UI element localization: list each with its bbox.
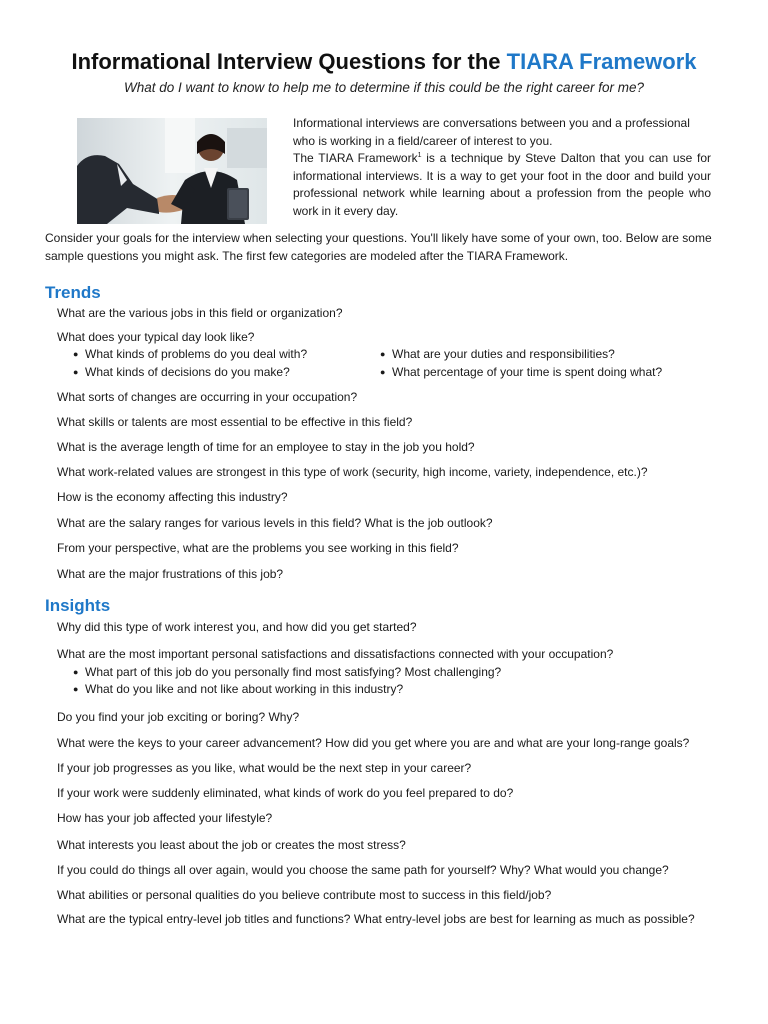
document-title bbox=[0, 49, 768, 75]
trends-question: What does your typical day look like? bbox=[57, 330, 255, 344]
trends-question: What are the various jobs in this field or organization? bbox=[57, 306, 343, 320]
insights-question: How has your job affected your lifestyle? bbox=[57, 811, 273, 825]
trends-question: What work-related values are strongest in this type of work (security, high income, variety, independence, etc.)? bbox=[57, 465, 648, 479]
insights-question: If your work were suddenly eliminated, what kinds of work do you feel prepared to do? bbox=[57, 786, 514, 800]
title-main: Informational Interview Questions for the bbox=[71, 49, 507, 74]
bullet-icon: ● bbox=[380, 349, 386, 359]
insights-question: Why did this type of work interest you, and how did you get started? bbox=[57, 620, 417, 634]
trends-bullet bbox=[380, 346, 615, 363]
footnote-marker: 1 bbox=[417, 152, 422, 159]
insights-question: What are the most important personal satisfactions and dissatisfactions connected with your occupation? bbox=[57, 647, 614, 661]
insights-bullet bbox=[73, 681, 403, 698]
insights-question: What were the keys to your career advancement? How did you get where you are and what are your long-range goals? bbox=[57, 736, 690, 750]
bullet-text: What part of this job do you personally find most satisfying? Most challenging? bbox=[85, 665, 502, 679]
bullet-text: What percentage of your time is spent doing what? bbox=[392, 365, 663, 379]
insights-question: What are the typical entry-level job titles and functions? What entry-level jobs are best for learning as much as possible? bbox=[57, 912, 695, 926]
document-subtitle: What do I want to know to help me to determine if this could be the right career for me? bbox=[123, 80, 644, 95]
bullet-icon: ● bbox=[380, 367, 386, 377]
bullet-icon: ● bbox=[73, 684, 79, 694]
bullet-icon: ● bbox=[73, 667, 79, 677]
trends-question: What skills or talents are most essential to be effective in this field? bbox=[57, 415, 413, 429]
trends-bullet bbox=[380, 364, 662, 381]
bullet-text: What are your duties and responsibilities? bbox=[392, 347, 615, 361]
intro-tiara-desc: is a technique by Steve Dalton that you can use for informational interviews. It is a way to get your foot in the door and build your professional network while learning about a profession from the people who work in it every day. bbox=[293, 151, 712, 218]
trends-question: What are the salary ranges for various levels in this field? What is the job outlook? bbox=[57, 516, 493, 530]
intro-paragraph-2 bbox=[293, 150, 711, 220]
trends-question: What is the average length of time for an employee to stay in the job you hold? bbox=[57, 440, 475, 454]
trends-bullet bbox=[73, 364, 290, 381]
consider-paragraph: Consider your goals for the interview when selecting your questions. You'll likely have some of your own, too. Below are some sample questions you might ask. The first few categories are modeled after the TIARA Framework. bbox=[45, 231, 712, 263]
insights-question: If you could do things all over again, would you choose the same path for yourself? Why? What would you change? bbox=[57, 863, 669, 877]
intro-tiara-label: The TIARA Framework bbox=[293, 151, 418, 165]
insights-question: What interests you least about the job or creates the most stress? bbox=[57, 838, 406, 852]
section-heading-trends: Trends bbox=[45, 283, 101, 302]
bullet-text: What kinds of problems do you deal with? bbox=[85, 347, 308, 361]
trends-question: What are the major frustrations of this job? bbox=[57, 567, 284, 581]
handshake-photo bbox=[77, 118, 267, 224]
insights-question: Do you find your job exciting or boring? Why? bbox=[57, 710, 300, 724]
title-highlight: TIARA Framework bbox=[506, 49, 697, 74]
bullet-text: What kinds of decisions do you make? bbox=[85, 365, 290, 379]
intro-paragraph-1: Informational interviews are conversations between you and a professional who is working in a field/career of interest to you. bbox=[293, 116, 690, 148]
bullet-icon: ● bbox=[73, 349, 79, 359]
bullet-icon: ● bbox=[73, 367, 79, 377]
trends-question: From your perspective, what are the problems you see working in this field? bbox=[57, 541, 459, 555]
trends-bullet bbox=[73, 346, 307, 363]
section-heading-insights: Insights bbox=[45, 596, 111, 615]
trends-question: What sorts of changes are occurring in your occupation? bbox=[57, 390, 358, 404]
trends-question: How is the economy affecting this industry? bbox=[57, 490, 288, 504]
insights-question: What abilities or personal qualities do you believe contribute most to success in this field/job? bbox=[57, 888, 552, 902]
bullet-text: What do you like and not like about working in this industry? bbox=[85, 682, 404, 696]
insights-bullet bbox=[73, 664, 501, 681]
insights-question: If your job progresses as you like, what would be the next step in your career? bbox=[57, 761, 472, 775]
